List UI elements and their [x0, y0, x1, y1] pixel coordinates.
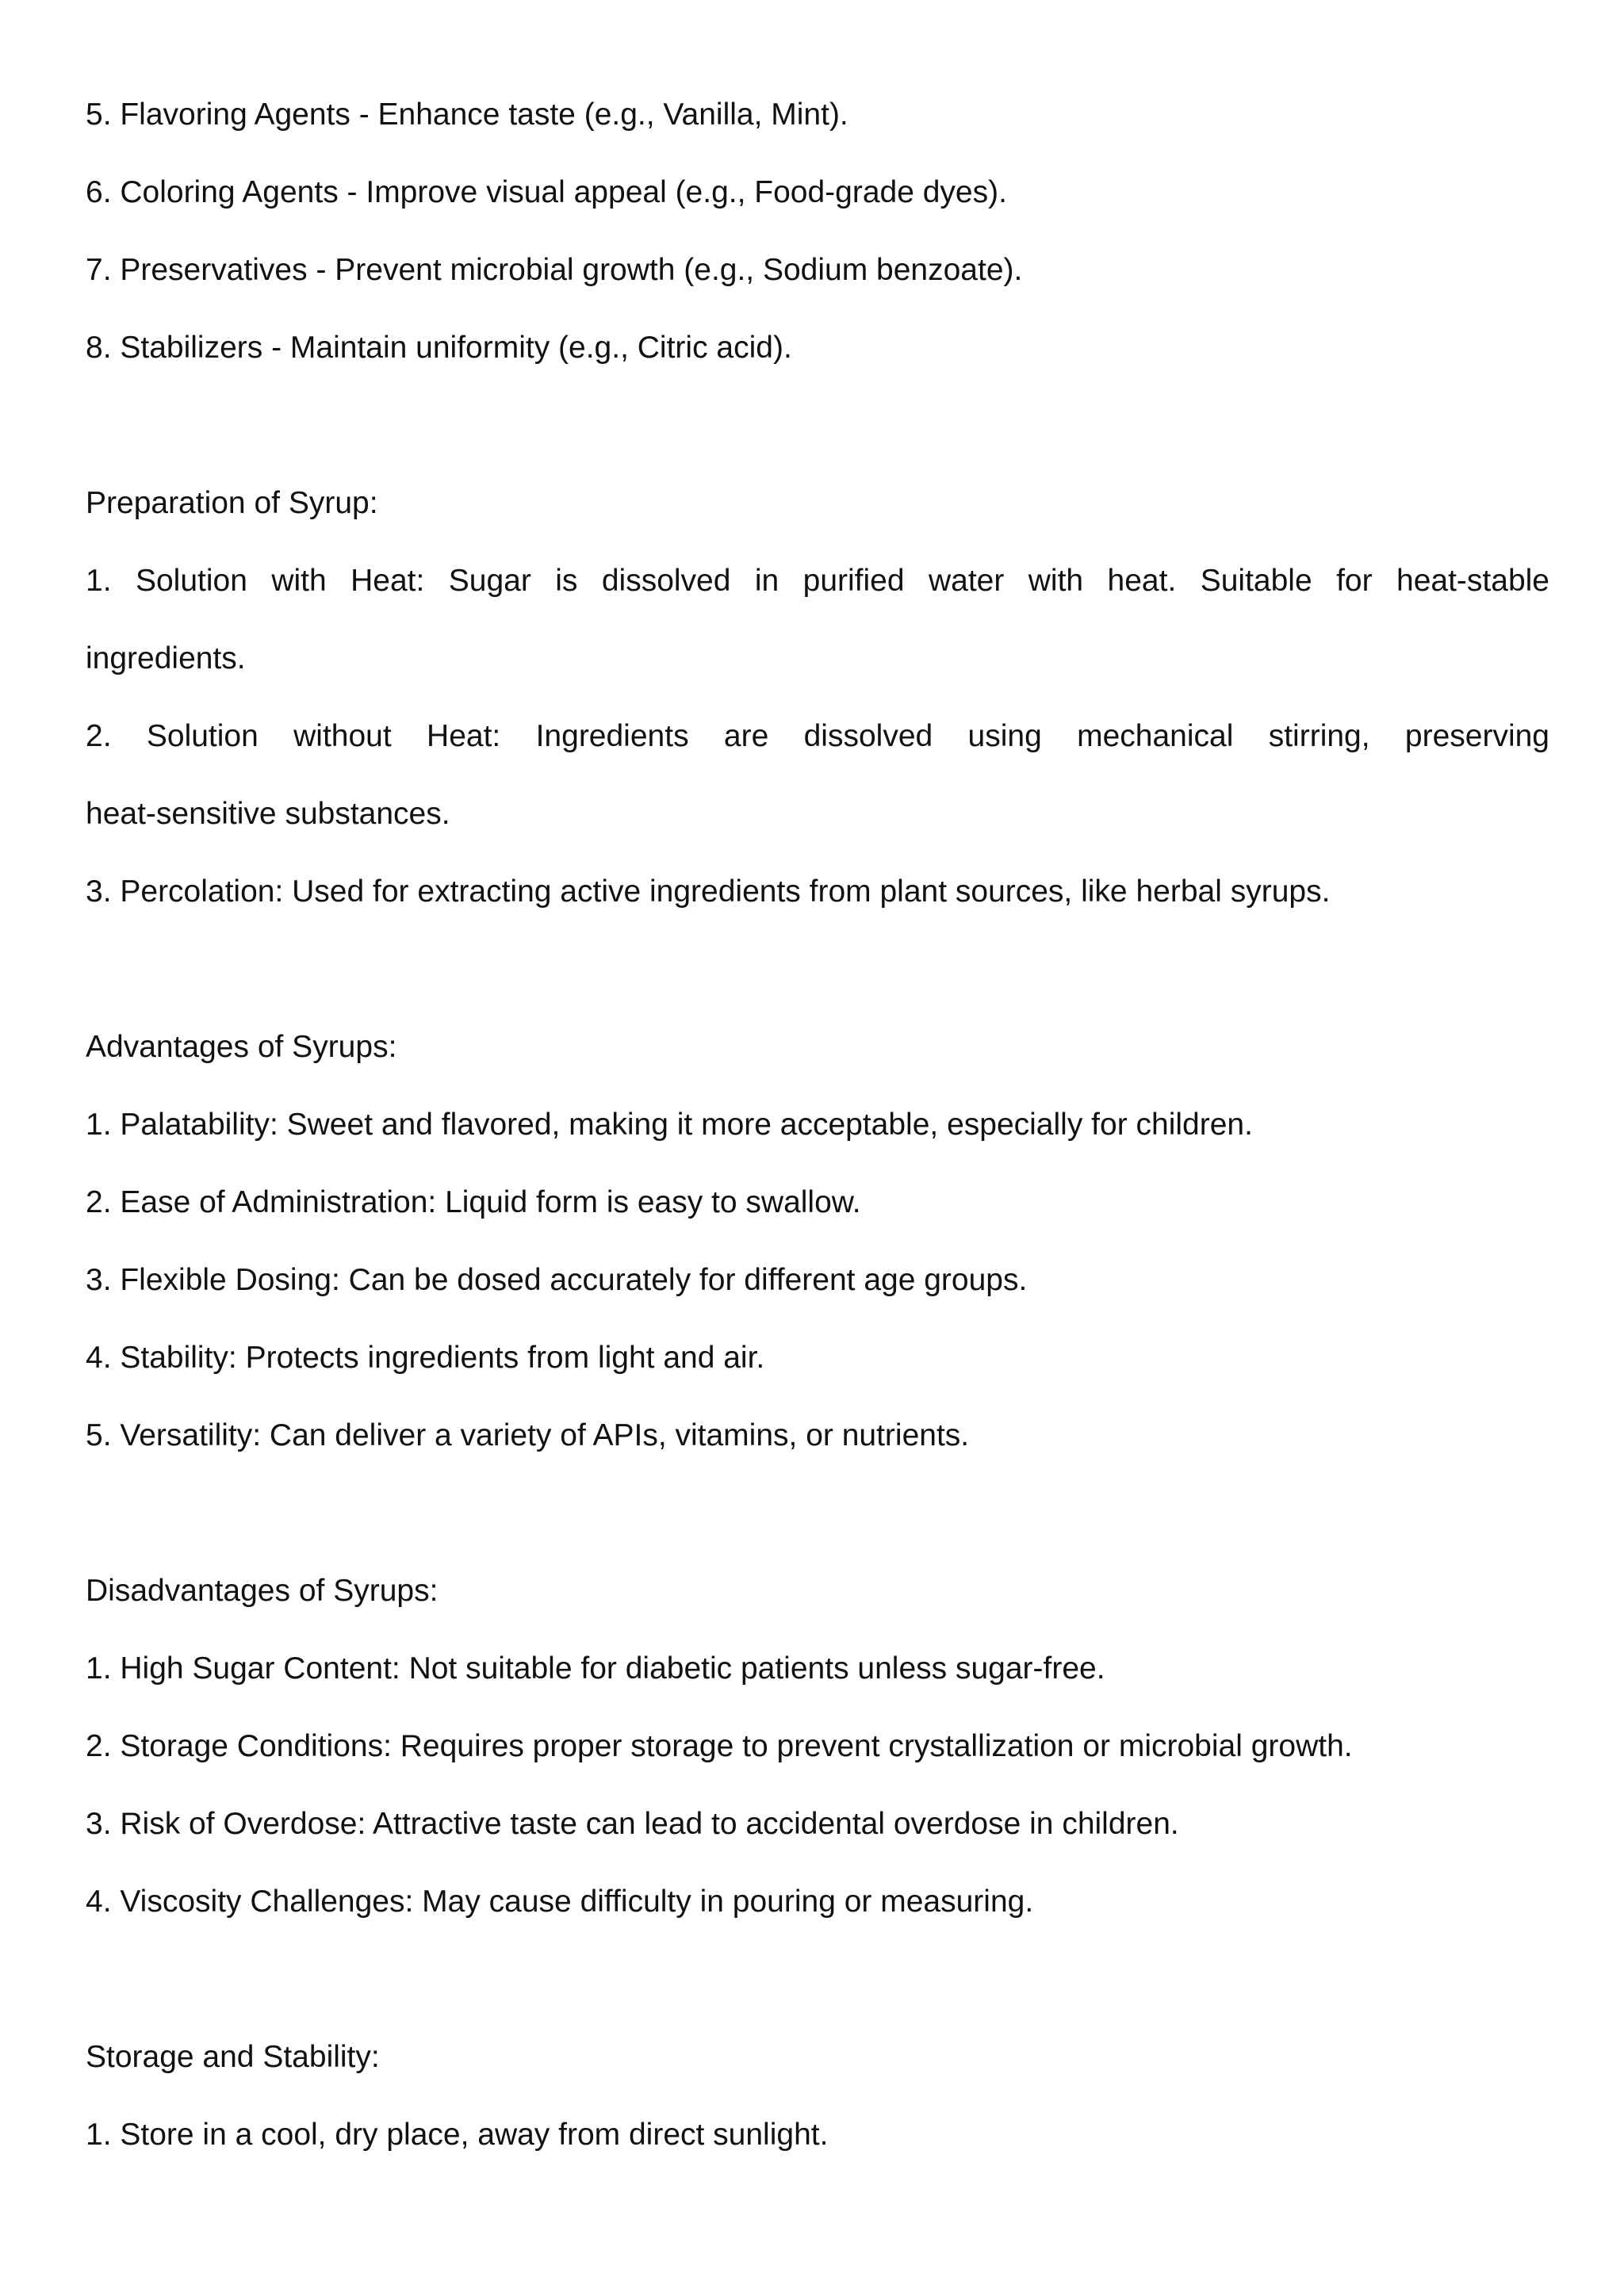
list-item: 3. Risk of Overdose: Attractive taste can lead to accidental overdose in children. [86, 1807, 1179, 1841]
list-item: 1. High Sugar Content: Not suitable for diabetic patients unless sugar-free. [86, 1651, 1105, 1686]
list-item: 1. Store in a cool, dry place, away from direct sunlight. [86, 2118, 829, 2152]
section-heading: Preparation of Syrup: [86, 486, 378, 520]
list-item-continuation: heat-sensitive substances. [86, 797, 450, 831]
section-heading: Storage and Stability: [86, 2040, 380, 2074]
list-item: 5. Flavoring Agents - Enhance taste (e.g., Vanilla, Mint). [86, 98, 848, 132]
list-item: 2. Ease of Administration: Liquid form is easy to swallow. [86, 1185, 861, 1219]
list-item: 2. Solution without Heat: Ingredients are dissolved using mechanical stirring, preserving [86, 719, 1549, 753]
list-item: 3. Percolation: Used for extracting active ingredients from plant sources, like herbal syrups. [86, 874, 1331, 909]
list-item-continuation: ingredients. [86, 641, 246, 675]
list-item: 4. Stability: Protects ingredients from light and air. [86, 1341, 765, 1375]
list-item: 5. Versatility: Can deliver a variety of APIs, vitamins, or nutrients. [86, 1418, 970, 1452]
section-heading: Disadvantages of Syrups: [86, 1574, 439, 1608]
list-item: 4. Viscosity Challenges: May cause difficulty in pouring or measuring. [86, 1885, 1034, 1919]
list-item: 8. Stabilizers - Maintain uniformity (e.g., Citric acid). [86, 331, 792, 365]
list-item: 7. Preservatives - Prevent microbial growth (e.g., Sodium benzoate). [86, 253, 1023, 287]
list-item: 3. Flexible Dosing: Can be dosed accurately for different age groups. [86, 1263, 1028, 1297]
list-item: 1. Solution with Heat: Sugar is dissolved in purified water with heat. Suitable for heat-stable [86, 564, 1549, 598]
list-item: 1. Palatability: Sweet and flavored, making it more acceptable, especially for children. [86, 1108, 1253, 1142]
list-item: 6. Coloring Agents - Improve visual appeal (e.g., Food-grade dyes). [86, 175, 1007, 209]
section-heading: Advantages of Syrups: [86, 1030, 397, 1064]
list-item: 2. Storage Conditions: Requires proper storage to prevent crystallization or microbial growth. [86, 1729, 1353, 1763]
